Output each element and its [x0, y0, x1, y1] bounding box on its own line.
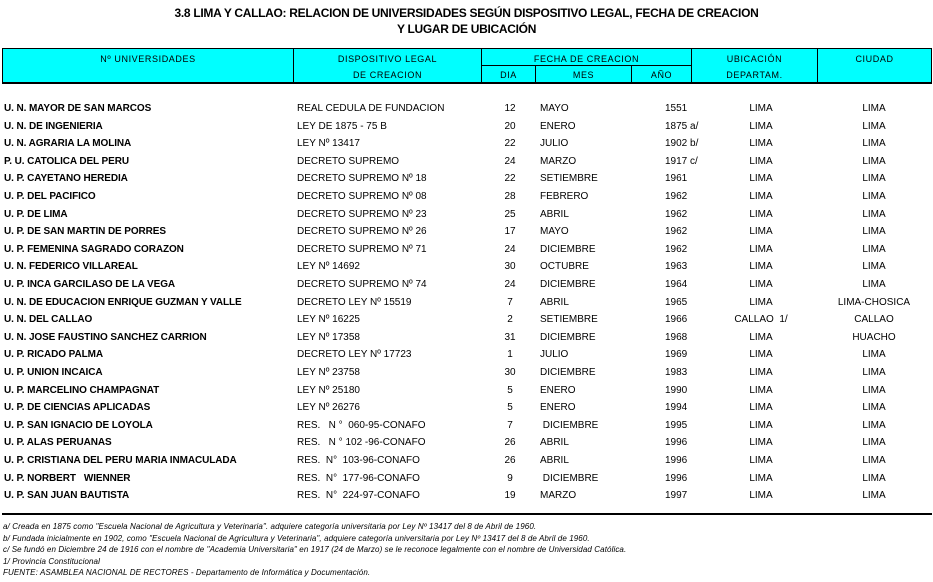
departamento-cell: LIMA	[749, 103, 773, 114]
ciudad-cell: LIMA	[862, 103, 886, 114]
header-universidades: Nº UNIVERSIDADES	[100, 54, 196, 64]
university-name-cell: U. N. JOSE FAUSTINO SANCHEZ CARRION	[4, 331, 207, 343]
departamento-cell: LIMA	[749, 208, 773, 220]
departamento-cell: LIMA	[749, 226, 773, 238]
footnote: a/ Creada en 1875 como "Escuela Nacional de Agricultura y Veterinaria". adquiere categoría universitaria por Ley Nº 13417 del 8 de Abril de 1960.	[3, 522, 537, 531]
header-mes: MES	[572, 70, 595, 80]
table-row	[0, 385, 933, 402]
anio-cell: 1969	[665, 349, 688, 361]
mes-cell: ABRIL	[540, 437, 569, 449]
mes-cell: MAYO	[540, 226, 569, 238]
table-row	[0, 402, 933, 419]
table-row	[0, 261, 933, 278]
ciudad-cell: LIMA	[862, 367, 886, 378]
dispositivo-legal-cell: DECRETO LEY Nº 17723	[297, 349, 412, 361]
footer-rule	[2, 513, 932, 515]
departamento-cell: LIMA	[749, 367, 773, 378]
dia-cell: 30	[504, 261, 516, 273]
ciudad-cell: LIMA	[862, 490, 886, 502]
table-row	[0, 226, 933, 243]
table-row	[0, 297, 933, 314]
source-note: FUENTE: ASAMBLEA NACIONAL DE RECTORES - Departamento de Informática y Documentación.	[3, 568, 371, 578]
anio-cell: 1962	[665, 191, 688, 202]
anio-cell: 1917 c/	[665, 155, 698, 167]
dispositivo-legal-cell: DECRETO SUPREMO Nº 18	[297, 173, 427, 185]
header-ubicacion-2: DEPARTAM.	[726, 70, 783, 80]
mes-cell: DICIEMBRE	[540, 331, 596, 343]
dispositivo-legal-cell: DECRETO SUPREMO Nº 23	[297, 208, 427, 220]
mes-cell: ABRIL	[540, 296, 569, 308]
departamento-cell: LIMA	[749, 402, 773, 414]
ciudad-cell: LIMA	[862, 455, 886, 466]
university-name-cell: U. P. RICADO PALMA	[4, 349, 103, 361]
university-name-cell: U. P. INCA GARCILASO DE LA VEGA	[4, 279, 175, 290]
mes-cell: DICIEMBRE	[540, 419, 599, 431]
dispositivo-legal-cell: LEY Nº 13417	[297, 138, 360, 150]
header-ciudad: CIUDAD	[855, 54, 894, 64]
dispositivo-legal-cell: RES. N° 224-97-CONAFO	[297, 490, 420, 502]
anio-cell: 1551	[665, 103, 688, 114]
anio-cell: 1964	[665, 279, 688, 290]
university-name-cell: U. P. UNION INCAICA	[4, 367, 103, 378]
table-row	[0, 279, 933, 296]
ciudad-cell: LIMA-CHOSICA	[837, 296, 911, 308]
anio-cell: 1875 a/	[665, 120, 699, 132]
departamento-cell: LIMA	[749, 472, 773, 484]
anio-cell: 1997	[665, 490, 688, 502]
university-name-cell: U. P. CRISTIANA DEL PERU MARIA INMACULADA	[4, 455, 237, 466]
anio-cell: 1966	[665, 314, 688, 326]
dispositivo-legal-cell: RES. N ° 060-95-CONAFO	[297, 419, 426, 431]
dia-cell: 26	[504, 455, 516, 466]
anio-cell: 1990	[665, 384, 688, 396]
ciudad-cell: LIMA	[862, 191, 886, 202]
mes-cell: JULIO	[540, 138, 569, 150]
departamento-cell: LIMA	[749, 279, 773, 290]
dispositivo-legal-cell: DECRETO SUPREMO	[297, 155, 400, 167]
mes-cell: DICIEMBRE	[540, 367, 596, 378]
table-row	[0, 455, 933, 472]
dispositivo-legal-cell: LEY Nº 14692	[297, 261, 360, 273]
table-row	[0, 332, 933, 349]
dia-cell: 17	[504, 226, 516, 238]
header-divider	[481, 65, 691, 66]
header-ubicacion-1: UBICACIÓN	[726, 54, 783, 64]
departamento-cell: LIMA	[749, 419, 773, 431]
dispositivo-legal-cell: DECRETO SUPREMO Nº 74	[297, 279, 427, 290]
table-row	[0, 121, 933, 138]
ciudad-cell: LIMA	[862, 261, 886, 273]
table-row	[0, 138, 933, 155]
anio-cell: 1965	[665, 296, 688, 308]
university-name-cell: U. N. MAYOR DE SAN MARCOS	[4, 103, 152, 114]
university-name-cell: U. P. ALAS PERUANAS	[4, 437, 112, 449]
page-title: 3.8 LIMA Y CALLAO: RELACION DE UNIVERSIDADES SEGÚN DISPOSITIVO LEGAL, FECHA DE CREACION	[174, 6, 759, 20]
ciudad-cell: HUACHO	[852, 331, 896, 343]
ciudad-cell: LIMA	[862, 384, 886, 396]
university-name-cell: U. P. DEL PACIFICO	[4, 191, 96, 202]
mes-cell: ENERO	[540, 384, 576, 396]
ciudad-cell: LIMA	[862, 349, 886, 361]
anio-cell: 1962	[665, 208, 688, 220]
mes-cell: OCTUBRE	[540, 261, 589, 273]
dispositivo-legal-cell: RES. N° 177-96-CONAFO	[297, 472, 420, 484]
mes-cell: ENERO	[540, 402, 576, 414]
dispositivo-legal-cell: DECRETO SUPREMO Nº 26	[297, 226, 427, 238]
footnote: 1/ Provincia Constitucional	[3, 556, 100, 566]
dia-cell: 19	[504, 490, 516, 502]
table-header	[2, 48, 932, 84]
dia-cell: 2	[507, 314, 513, 326]
anio-cell: 1968	[665, 331, 688, 343]
mes-cell: DICIEMBRE	[540, 472, 599, 484]
departamento-cell: LIMA	[749, 261, 773, 273]
dia-cell: 5	[507, 384, 513, 396]
dispositivo-legal-cell: DECRETO SUPREMO Nº 71	[297, 243, 427, 255]
departamento-cell: LIMA	[749, 331, 773, 343]
header-dispositivo-2: DE CREACION	[352, 70, 423, 80]
mes-cell: JULIO	[540, 349, 569, 361]
anio-cell: 1995	[665, 419, 688, 431]
anio-cell: 1962	[665, 226, 688, 238]
university-name-cell: U. P. SAN IGNACIO DE LOYOLA	[4, 419, 153, 431]
mes-cell: MAYO	[540, 103, 569, 114]
university-name-cell: U. P. DE SAN MARTIN DE PORRES	[4, 226, 166, 238]
table-row	[0, 420, 933, 437]
departamento-cell: LIMA	[749, 138, 773, 150]
university-name-cell: U. N. DE EDUCACION ENRIQUE GUZMAN Y VALLE	[4, 296, 242, 308]
university-name-cell: U. P. NORBERT WIENNER	[4, 472, 131, 484]
departamento-cell: LIMA	[749, 437, 773, 449]
anio-cell: 1902 b/	[665, 138, 699, 150]
departamento-cell: LIMA	[749, 191, 773, 202]
departamento-cell: LIMA	[749, 243, 773, 255]
dia-cell: 24	[504, 155, 516, 167]
university-name-cell: U. P. FEMENINA SAGRADO CORAZON	[4, 243, 184, 255]
dia-cell: 30	[504, 367, 516, 378]
table-row	[0, 367, 933, 384]
ciudad-cell: LIMA	[862, 279, 886, 290]
ciudad-cell: LIMA	[862, 472, 886, 484]
table-row	[0, 314, 933, 331]
ciudad-cell: LIMA	[862, 173, 886, 185]
departamento-cell: LIMA	[749, 296, 773, 308]
dispositivo-legal-cell: REAL CEDULA DE FUNDACION	[297, 103, 445, 114]
dispositivo-legal-cell: DECRETO LEY Nº 15519	[297, 296, 412, 308]
ciudad-cell: LIMA	[862, 208, 886, 220]
university-name-cell: U. N. FEDERICO VILLAREAL	[4, 261, 138, 273]
dia-cell: 24	[504, 243, 516, 255]
dia-cell: 28	[504, 191, 516, 202]
table-row	[0, 244, 933, 261]
page-subtitle: Y LUGAR DE UBICACIÓN	[396, 22, 537, 36]
table-row	[0, 156, 933, 173]
mes-cell: MARZO	[540, 155, 577, 167]
departamento-cell: LIMA	[749, 384, 773, 396]
ciudad-cell: LIMA	[862, 419, 886, 431]
table-row	[0, 437, 933, 454]
dia-cell: 9	[507, 472, 513, 484]
dia-cell: 1	[507, 349, 513, 361]
mes-cell: DICIEMBRE	[540, 279, 596, 290]
dispositivo-legal-cell: LEY Nº 26276	[297, 402, 360, 414]
university-name-cell: U. P. SAN JUAN BAUTISTA	[4, 490, 130, 502]
university-name-cell: U. P. DE LIMA	[4, 208, 68, 220]
university-name-cell: P. U. CATOLICA DEL PERU	[4, 155, 129, 167]
departamento-cell: CALLAO 1/	[734, 314, 788, 326]
ciudad-cell: LIMA	[862, 402, 886, 414]
dispositivo-legal-cell: DECRETO SUPREMO Nº 08	[297, 191, 427, 202]
dispositivo-legal-cell: LEY Nº 25180	[297, 384, 360, 396]
table-row	[0, 103, 933, 120]
ciudad-cell: LIMA	[862, 120, 886, 132]
dia-cell: 26	[504, 437, 516, 449]
dia-cell: 22	[504, 173, 516, 185]
ciudad-cell: LIMA	[862, 155, 886, 167]
dia-cell: 31	[504, 331, 516, 343]
dia-cell: 7	[507, 296, 513, 308]
dia-cell: 24	[504, 279, 516, 290]
departamento-cell: LIMA	[749, 155, 773, 167]
anio-cell: 1994	[665, 402, 688, 414]
header-fecha: FECHA DE CREACION	[533, 54, 640, 64]
university-name-cell: U. N. AGRARIA LA MOLINA	[4, 138, 132, 150]
ciudad-cell: LIMA	[862, 138, 886, 150]
dia-cell: 25	[504, 208, 516, 220]
dia-cell: 5	[507, 402, 513, 414]
anio-cell: 1963	[665, 261, 688, 273]
mes-cell: SETIEMBRE	[540, 173, 598, 185]
departamento-cell: LIMA	[749, 455, 773, 466]
departamento-cell: LIMA	[749, 490, 773, 502]
ciudad-cell: LIMA	[862, 226, 886, 238]
mes-cell: MARZO	[540, 490, 577, 502]
dispositivo-legal-cell: RES. N° 103-96-CONAFO	[297, 455, 420, 466]
university-name-cell: U. N. DE INGENIERIA	[4, 120, 103, 132]
departamento-cell: LIMA	[749, 173, 773, 185]
anio-cell: 1996	[665, 455, 688, 466]
footnote: c/ Se fundó en Diciembre 24 de 1916 con el nombre de "Academia Universitaria" en 1917 (24 de Marzo) se le reconoce legalmente con el nombre de Universidad Católica.	[3, 545, 627, 555]
mes-cell: DICIEMBRE	[540, 243, 596, 255]
dia-cell: 20	[504, 120, 516, 132]
dia-cell: 22	[504, 138, 516, 150]
mes-cell: SETIEMBRE	[540, 314, 598, 326]
ciudad-cell: LIMA	[862, 437, 886, 449]
departamento-cell: LIMA	[749, 120, 773, 132]
header-anio: AÑO	[650, 70, 673, 80]
table-row	[0, 209, 933, 226]
ciudad-cell: CALLAO	[854, 314, 894, 326]
dia-cell: 7	[507, 419, 513, 431]
table-row	[0, 473, 933, 490]
dia-cell: 12	[504, 103, 516, 114]
anio-cell: 1996	[665, 472, 688, 484]
table-row	[0, 191, 933, 208]
anio-cell: 1983	[665, 367, 688, 378]
mes-cell: ABRIL	[540, 208, 569, 220]
departamento-cell: LIMA	[749, 349, 773, 361]
header-dispositivo-1: DISPOSITIVO LEGAL	[337, 54, 438, 64]
university-name-cell: U. P. DE CIENCIAS APLICADAS	[4, 402, 151, 414]
dispositivo-legal-cell: LEY Nº 23758	[297, 367, 360, 378]
dispositivo-legal-cell: RES. N ° 102 -96-CONAFO	[297, 437, 426, 449]
dispositivo-legal-cell: LEY Nº 17358	[297, 331, 360, 343]
mes-cell: ABRIL	[540, 455, 569, 466]
university-name-cell: U. P. CAYETANO HEREDIA	[4, 173, 128, 185]
anio-cell: 1962	[665, 243, 688, 255]
footnote: b/ Fundada inicialmente en 1902, como "Escuela Nacional de Agricultura y Veterinaria", adquiere categoría universitaria por Ley Nº 13417 del 8 de Abril de 1960.	[3, 533, 590, 543]
university-name-cell: U. N. DEL CALLAO	[4, 314, 93, 326]
mes-cell: ENERO	[540, 120, 576, 132]
dispositivo-legal-cell: LEY Nº 16225	[297, 314, 360, 326]
university-name-cell: U. P. MARCELINO CHAMPAGNAT	[4, 384, 160, 396]
dispositivo-legal-cell: LEY DE 1875 - 75 B	[297, 120, 387, 132]
mes-cell: FEBRERO	[540, 191, 589, 202]
table-row	[0, 490, 933, 507]
anio-cell: 1961	[665, 173, 688, 185]
table-row	[0, 349, 933, 366]
table-row	[0, 173, 933, 190]
ciudad-cell: LIMA	[862, 243, 886, 255]
anio-cell: 1996	[665, 437, 688, 449]
header-dia: DIA	[500, 70, 517, 80]
